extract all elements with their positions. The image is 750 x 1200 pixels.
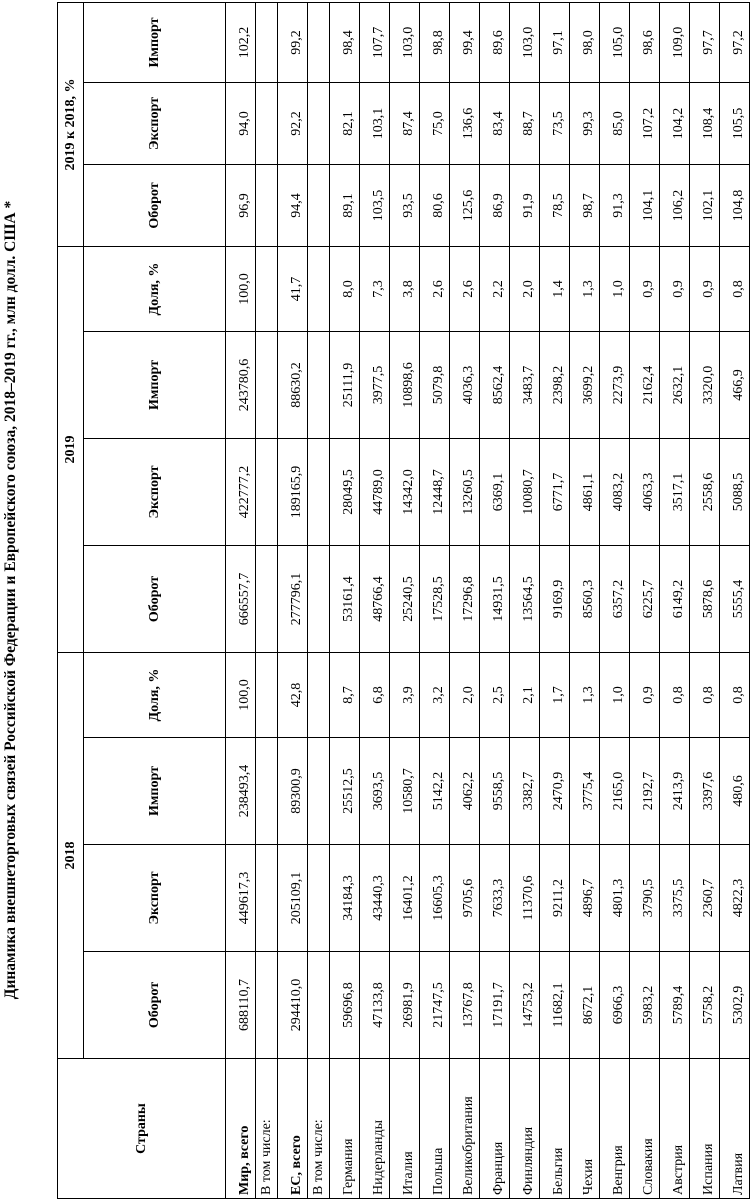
value-cell: 25512,5 bbox=[330, 738, 360, 845]
value-cell: 2398,2 bbox=[540, 332, 570, 439]
value-cell: 87,4 bbox=[390, 83, 420, 165]
value-cell: 3375,5 bbox=[660, 845, 690, 952]
empty-cell bbox=[256, 653, 278, 738]
value-cell: 136,6 bbox=[450, 83, 480, 165]
value-cell: 2360,7 bbox=[690, 845, 720, 952]
table-row bbox=[360, 2, 390, 1198]
value-cell: 3790,5 bbox=[630, 845, 660, 952]
empty-cell bbox=[308, 2, 330, 82]
empty-cell bbox=[308, 845, 330, 952]
value-cell: 99,3 bbox=[570, 83, 600, 165]
value-cell: 9211,2 bbox=[540, 845, 570, 952]
value-cell: 14342,0 bbox=[390, 439, 420, 546]
country-name: Бельгия bbox=[540, 1059, 570, 1199]
value-cell: 2,0 bbox=[510, 247, 540, 332]
country-name: Словакия bbox=[630, 1059, 660, 1199]
table-row bbox=[226, 2, 256, 1198]
value-cell: 98,8 bbox=[420, 2, 450, 82]
country-name: Финляндия bbox=[510, 1059, 540, 1199]
value-cell: 0,8 bbox=[690, 653, 720, 738]
value-cell: 96,9 bbox=[226, 165, 256, 247]
value-cell: 3,2 bbox=[420, 653, 450, 738]
empty-cell bbox=[256, 165, 278, 247]
table-row bbox=[720, 2, 750, 1198]
value-cell: 449617,3 bbox=[226, 845, 256, 952]
value-cell: 105,5 bbox=[720, 83, 750, 165]
value-cell: 43440,3 bbox=[360, 845, 390, 952]
value-cell: 10580,7 bbox=[390, 738, 420, 845]
value-cell: 5302,9 bbox=[720, 952, 750, 1059]
table-row bbox=[450, 2, 480, 1198]
value-cell: 422777,2 bbox=[226, 439, 256, 546]
value-cell: 91,9 bbox=[510, 165, 540, 247]
country-name: Польша bbox=[420, 1059, 450, 1199]
value-cell: 9705,6 bbox=[450, 845, 480, 952]
trade-table bbox=[57, 2, 750, 1199]
value-cell: 3977,5 bbox=[360, 332, 390, 439]
value-cell: 3775,4 bbox=[570, 738, 600, 845]
value-cell: 3483,7 bbox=[510, 332, 540, 439]
value-cell: 0,9 bbox=[660, 247, 690, 332]
value-cell: 189165,9 bbox=[278, 439, 308, 546]
value-cell: 100,0 bbox=[226, 653, 256, 738]
country-name: Франция bbox=[480, 1059, 510, 1199]
value-cell: 98,4 bbox=[330, 2, 360, 82]
empty-cell bbox=[308, 165, 330, 247]
value-cell: 0,9 bbox=[690, 247, 720, 332]
value-cell: 104,8 bbox=[720, 165, 750, 247]
value-cell: 92,2 bbox=[278, 83, 308, 165]
value-cell: 6,8 bbox=[360, 653, 390, 738]
header-share-2019: Доля, % bbox=[84, 247, 226, 332]
value-cell: 8,7 bbox=[330, 653, 360, 738]
value-cell: 205109,1 bbox=[278, 845, 308, 952]
header-export-2019: Экспорт bbox=[84, 439, 226, 546]
empty-cell bbox=[308, 653, 330, 738]
country-name: Латвия bbox=[720, 1059, 750, 1199]
value-cell: 11370,6 bbox=[510, 845, 540, 952]
value-cell: 89,1 bbox=[330, 165, 360, 247]
value-cell: 5088,5 bbox=[720, 439, 750, 546]
value-cell: 2558,6 bbox=[690, 439, 720, 546]
value-cell: 2,5 bbox=[480, 653, 510, 738]
value-cell: 1,3 bbox=[570, 653, 600, 738]
value-cell: 2,1 bbox=[510, 653, 540, 738]
header-year-2019: 2019 bbox=[58, 247, 84, 653]
value-cell: 17528,5 bbox=[420, 546, 450, 653]
empty-cell bbox=[308, 332, 330, 439]
value-cell: 89300,9 bbox=[278, 738, 308, 845]
table-row bbox=[630, 2, 660, 1198]
value-cell: 13564,5 bbox=[510, 546, 540, 653]
value-cell: 243780,6 bbox=[226, 332, 256, 439]
value-cell: 107,7 bbox=[360, 2, 390, 82]
value-cell: 3320,0 bbox=[690, 332, 720, 439]
table-row bbox=[480, 2, 510, 1198]
country-name: Нидерланды bbox=[360, 1059, 390, 1199]
value-cell: 94,0 bbox=[226, 83, 256, 165]
header-share-2018: Доля, % bbox=[84, 653, 226, 738]
country-name: Германия bbox=[330, 1059, 360, 1199]
value-cell: 86,9 bbox=[480, 165, 510, 247]
value-cell: 2,6 bbox=[450, 247, 480, 332]
value-cell: 0,9 bbox=[630, 653, 660, 738]
value-cell: 9169,9 bbox=[540, 546, 570, 653]
empty-cell bbox=[308, 952, 330, 1059]
value-cell: 102,1 bbox=[690, 165, 720, 247]
empty-cell bbox=[308, 738, 330, 845]
value-cell: 1,0 bbox=[600, 653, 630, 738]
value-cell: 100,0 bbox=[226, 247, 256, 332]
value-cell: 28049,5 bbox=[330, 439, 360, 546]
value-cell: 6771,7 bbox=[540, 439, 570, 546]
value-cell: 11682,1 bbox=[540, 952, 570, 1059]
country-name: ЕС, всего bbox=[278, 1059, 308, 1199]
table-row bbox=[510, 2, 540, 1198]
table-row bbox=[660, 2, 690, 1198]
header-turnover-2018: Оборот bbox=[84, 952, 226, 1059]
value-cell: 3382,7 bbox=[510, 738, 540, 845]
value-cell: 3,8 bbox=[390, 247, 420, 332]
subheader-row bbox=[308, 2, 330, 1198]
value-cell: 6369,1 bbox=[480, 439, 510, 546]
value-cell: 82,1 bbox=[330, 83, 360, 165]
table-row bbox=[390, 2, 420, 1198]
value-cell: 73,5 bbox=[540, 83, 570, 165]
value-cell: 25111,9 bbox=[330, 332, 360, 439]
country-name: Чехия bbox=[570, 1059, 600, 1199]
value-cell: 4896,7 bbox=[570, 845, 600, 952]
value-cell: 4822,3 bbox=[720, 845, 750, 952]
value-cell: 13260,5 bbox=[450, 439, 480, 546]
value-cell: 48766,4 bbox=[360, 546, 390, 653]
header-import-2018: Импорт bbox=[84, 738, 226, 845]
value-cell: 94,4 bbox=[278, 165, 308, 247]
value-cell: 1,0 bbox=[600, 247, 630, 332]
value-cell: 4063,3 bbox=[630, 439, 660, 546]
table-title: Динамика внешнеторговых связей Российской Федерации и Европейского союза, 2018–2019 гг., млн долл. США * bbox=[2, 200, 19, 1000]
value-cell: 109,0 bbox=[660, 2, 690, 82]
value-cell: 59696,8 bbox=[330, 952, 360, 1059]
value-cell: 2192,7 bbox=[630, 738, 660, 845]
value-cell: 7,3 bbox=[360, 247, 390, 332]
value-cell: 480,6 bbox=[720, 738, 750, 845]
value-cell: 103,5 bbox=[360, 165, 390, 247]
value-cell: 93,5 bbox=[390, 165, 420, 247]
subheader-row bbox=[256, 2, 278, 1198]
value-cell: 3397,6 bbox=[690, 738, 720, 845]
value-cell: 104,1 bbox=[630, 165, 660, 247]
value-cell: 238493,4 bbox=[226, 738, 256, 845]
value-cell: 97,7 bbox=[690, 2, 720, 82]
value-cell: 6966,3 bbox=[600, 952, 630, 1059]
value-cell: 1,4 bbox=[540, 247, 570, 332]
value-cell: 102,2 bbox=[226, 2, 256, 82]
table-row bbox=[600, 2, 630, 1198]
empty-cell bbox=[308, 247, 330, 332]
value-cell: 4062,2 bbox=[450, 738, 480, 845]
value-cell: 91,3 bbox=[600, 165, 630, 247]
table-row bbox=[570, 2, 600, 1198]
empty-cell bbox=[308, 83, 330, 165]
table-row bbox=[330, 2, 360, 1198]
subheader-label: В том числе: bbox=[256, 1059, 278, 1199]
value-cell: 0,9 bbox=[630, 247, 660, 332]
value-cell: 4083,2 bbox=[600, 439, 630, 546]
value-cell: 5758,2 bbox=[690, 952, 720, 1059]
header-export-2018: Экспорт bbox=[84, 845, 226, 952]
value-cell: 88,7 bbox=[510, 83, 540, 165]
empty-cell bbox=[256, 738, 278, 845]
value-cell: 0,8 bbox=[660, 653, 690, 738]
value-cell: 466,9 bbox=[720, 332, 750, 439]
value-cell: 16401,2 bbox=[390, 845, 420, 952]
empty-cell bbox=[308, 546, 330, 653]
value-cell: 88630,2 bbox=[278, 332, 308, 439]
value-cell: 9558,5 bbox=[480, 738, 510, 845]
value-cell: 98,7 bbox=[570, 165, 600, 247]
subheader-label: В том числе: bbox=[308, 1059, 330, 1199]
value-cell: 103,0 bbox=[390, 2, 420, 82]
value-cell: 2,6 bbox=[420, 247, 450, 332]
value-cell: 2273,9 bbox=[600, 332, 630, 439]
table-row bbox=[278, 2, 308, 1198]
value-cell: 6225,7 bbox=[630, 546, 660, 653]
value-cell: 97,2 bbox=[720, 2, 750, 82]
value-cell: 89,6 bbox=[480, 2, 510, 82]
value-cell: 41,7 bbox=[278, 247, 308, 332]
value-cell: 53161,4 bbox=[330, 546, 360, 653]
value-cell: 125,6 bbox=[450, 165, 480, 247]
value-cell: 7633,3 bbox=[480, 845, 510, 952]
value-cell: 2,2 bbox=[480, 247, 510, 332]
value-cell: 10898,6 bbox=[390, 332, 420, 439]
table-row bbox=[690, 2, 720, 1198]
value-cell: 98,6 bbox=[630, 2, 660, 82]
value-cell: 42,8 bbox=[278, 653, 308, 738]
value-cell: 3517,1 bbox=[660, 439, 690, 546]
header-countries: Страны bbox=[58, 1059, 226, 1199]
country-name: Испания bbox=[690, 1059, 720, 1199]
value-cell: 2413,9 bbox=[660, 738, 690, 845]
value-cell: 106,2 bbox=[660, 165, 690, 247]
value-cell: 277796,1 bbox=[278, 546, 308, 653]
value-cell: 108,4 bbox=[690, 83, 720, 165]
value-cell: 4036,3 bbox=[450, 332, 480, 439]
value-cell: 8672,1 bbox=[570, 952, 600, 1059]
value-cell: 26981,9 bbox=[390, 952, 420, 1059]
value-cell: 6149,2 bbox=[660, 546, 690, 653]
value-cell: 3,9 bbox=[390, 653, 420, 738]
value-cell: 103,1 bbox=[360, 83, 390, 165]
value-cell: 294410,0 bbox=[278, 952, 308, 1059]
value-cell: 5142,2 bbox=[420, 738, 450, 845]
value-cell: 2632,1 bbox=[660, 332, 690, 439]
country-name: Италия bbox=[390, 1059, 420, 1199]
country-name: Австрия bbox=[660, 1059, 690, 1199]
table-row bbox=[420, 2, 450, 1198]
value-cell: 75,0 bbox=[420, 83, 450, 165]
value-cell: 666557,7 bbox=[226, 546, 256, 653]
value-cell: 8560,3 bbox=[570, 546, 600, 653]
value-cell: 3693,5 bbox=[360, 738, 390, 845]
value-cell: 5079,8 bbox=[420, 332, 450, 439]
value-cell: 10080,7 bbox=[510, 439, 540, 546]
value-cell: 1,3 bbox=[570, 247, 600, 332]
empty-cell bbox=[256, 247, 278, 332]
value-cell: 8562,4 bbox=[480, 332, 510, 439]
value-cell: 5878,6 bbox=[690, 546, 720, 653]
value-cell: 8,0 bbox=[330, 247, 360, 332]
value-cell: 6357,2 bbox=[600, 546, 630, 653]
value-cell: 44789,0 bbox=[360, 439, 390, 546]
value-cell: 80,6 bbox=[420, 165, 450, 247]
value-cell: 16605,3 bbox=[420, 845, 450, 952]
value-cell: 25240,5 bbox=[390, 546, 420, 653]
value-cell: 47133,8 bbox=[360, 952, 390, 1059]
header-import-change: Импорт bbox=[84, 2, 226, 82]
country-name: Мир, всего bbox=[226, 1059, 256, 1199]
value-cell: 78,5 bbox=[540, 165, 570, 247]
value-cell: 2165,0 bbox=[600, 738, 630, 845]
empty-cell bbox=[256, 845, 278, 952]
value-cell: 97,1 bbox=[540, 2, 570, 82]
value-cell: 34184,3 bbox=[330, 845, 360, 952]
value-cell: 2470,9 bbox=[540, 738, 570, 845]
value-cell: 99,4 bbox=[450, 2, 480, 82]
empty-cell bbox=[256, 332, 278, 439]
value-cell: 2162,4 bbox=[630, 332, 660, 439]
value-cell: 4801,3 bbox=[600, 845, 630, 952]
value-cell: 3699,2 bbox=[570, 332, 600, 439]
value-cell: 103,0 bbox=[510, 2, 540, 82]
empty-cell bbox=[256, 546, 278, 653]
value-cell: 2,0 bbox=[450, 653, 480, 738]
header-import-2019: Импорт bbox=[84, 332, 226, 439]
value-cell: 14931,5 bbox=[480, 546, 510, 653]
value-cell: 17191,7 bbox=[480, 952, 510, 1059]
value-cell: 14753,2 bbox=[510, 952, 540, 1059]
value-cell: 17296,8 bbox=[450, 546, 480, 653]
country-name: Венгрия bbox=[600, 1059, 630, 1199]
header-year-2018: 2018 bbox=[58, 653, 84, 1059]
value-cell: 1,7 bbox=[540, 653, 570, 738]
header-turnover-2019: Оборот bbox=[84, 546, 226, 653]
value-cell: 13767,8 bbox=[450, 952, 480, 1059]
value-cell: 85,0 bbox=[600, 83, 630, 165]
value-cell: 99,2 bbox=[278, 2, 308, 82]
value-cell: 107,2 bbox=[630, 83, 660, 165]
empty-cell bbox=[256, 439, 278, 546]
empty-cell bbox=[308, 439, 330, 546]
header-export-change: Экспорт bbox=[84, 83, 226, 165]
header-turnover-change: Оборот bbox=[84, 165, 226, 247]
empty-cell bbox=[256, 83, 278, 165]
value-cell: 5789,4 bbox=[660, 952, 690, 1059]
value-cell: 12448,7 bbox=[420, 439, 450, 546]
value-cell: 5555,4 bbox=[720, 546, 750, 653]
value-cell: 4861,1 bbox=[570, 439, 600, 546]
value-cell: 5983,2 bbox=[630, 952, 660, 1059]
value-cell: 105,0 bbox=[600, 2, 630, 82]
value-cell: 0,8 bbox=[720, 247, 750, 332]
value-cell: 21747,5 bbox=[420, 952, 450, 1059]
country-name: Великобритания bbox=[450, 1059, 480, 1199]
value-cell: 0,8 bbox=[720, 653, 750, 738]
table-row bbox=[540, 2, 570, 1198]
value-cell: 98,0 bbox=[570, 2, 600, 82]
value-cell: 104,2 bbox=[660, 83, 690, 165]
table-body bbox=[226, 2, 750, 1198]
empty-cell bbox=[256, 2, 278, 82]
empty-cell bbox=[256, 952, 278, 1059]
header-change: 2019 к 2018, % bbox=[58, 2, 84, 246]
value-cell: 83,4 bbox=[480, 83, 510, 165]
value-cell: 688110,7 bbox=[226, 952, 256, 1059]
